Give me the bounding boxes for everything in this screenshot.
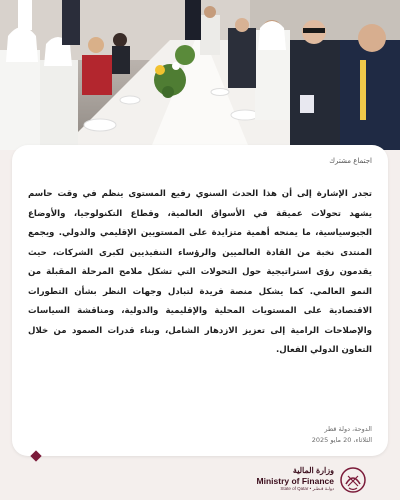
logo-text: [257, 466, 334, 492]
logo-english: Ministry of Finance: [256, 476, 334, 486]
meeting-photo-illustration: [0, 0, 400, 150]
post-location: الدوحة، دولة قطر: [324, 425, 372, 433]
post-label: اجتماع مشترك: [329, 157, 372, 165]
logo-subtitle: State of Qatar • دولـة قـطـر: [280, 486, 334, 491]
post-card: [12, 145, 388, 456]
ministry-logo: [236, 466, 366, 494]
post-body: تجدر الإشارة إلى أن هذا الحدث السنوي رفيع المستوى ينظم في وقت حاسم يشهد تحولات عميقة في الأسواق العالمية، وقطاع التكنولوجيا، والأوضاع الجيوسياسية، ما يمنحه أهمية متزايدة على المستويين الإقليمي والدولي. ويجمع المنتدى نخبة من القادة العالميين والرؤساء التنفيذيين لكبرى الشركات، حيث يقدمون رؤى استراتيجية حول التحولات التي تشكل ملامح المرحلة المقبلة من النمو العالمي. كما يشكل منصة فريدة لتبادل وجهات النظر بشأن التطورات الاقتصادية على المستويات المحلية والإقليمية والدولية، ومناقشة السياسات والإصلاحات الرامية إلى تعزيز الازدهار الشامل، وبناء قدرات الصمود من خلال التعاون الدولي الفعال.: [28, 189, 372, 355]
post-date: الثلاثاء، 20 مايو 2025: [311, 436, 372, 444]
logo-arabic: وزارة المالية: [292, 466, 334, 475]
qatar-emblem-icon: [340, 466, 366, 494]
meeting-photo: [0, 0, 400, 150]
